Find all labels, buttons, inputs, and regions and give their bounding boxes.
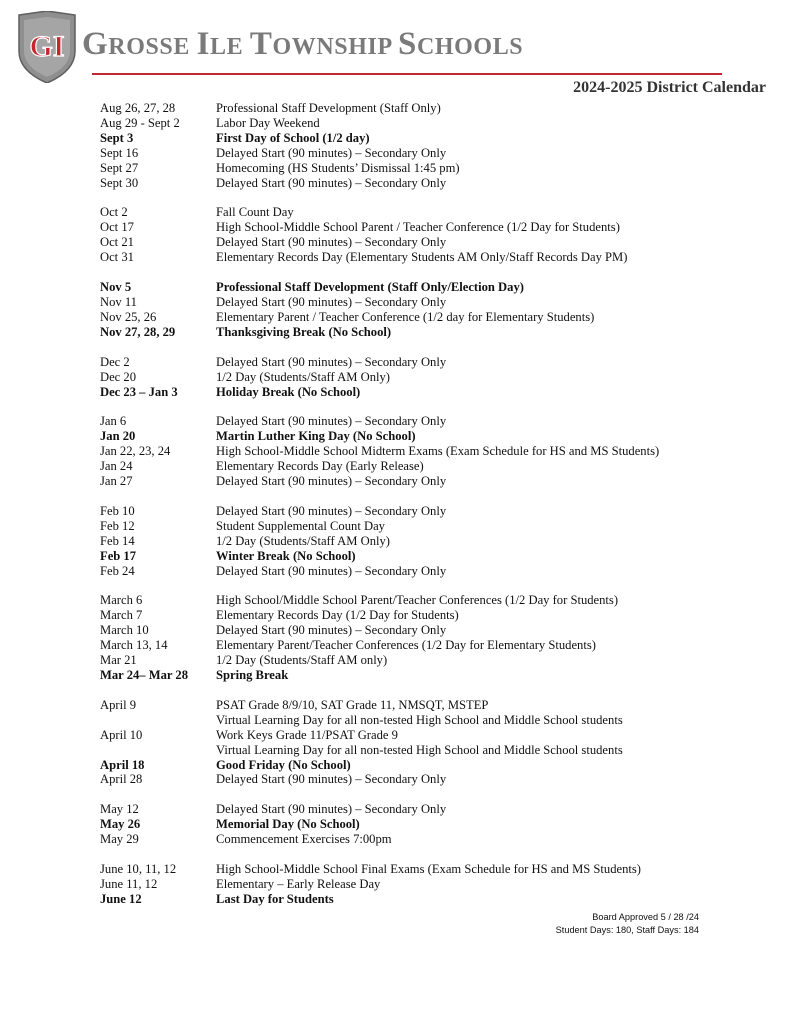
logo-text: GI xyxy=(29,30,65,63)
event-date: Jan 20 xyxy=(100,429,136,444)
event-description: Delayed Start (90 minutes) – Secondary Only xyxy=(216,414,447,429)
event-description: Delayed Start (90 minutes) – Secondary Only xyxy=(216,145,447,160)
event-row xyxy=(100,370,760,385)
event-date: June 11, 12 xyxy=(100,876,158,891)
event-date: Nov 27, 28, 29 xyxy=(100,324,176,339)
event-description: Elementary Parent / Teacher Conference (1/2 day for Elementary Students) xyxy=(216,309,595,324)
event-description: Spring Break xyxy=(216,668,289,682)
event-group xyxy=(100,698,760,787)
event-row xyxy=(100,832,760,847)
event-description: Virtual Learning Day for all non-tested High School and Middle School students xyxy=(216,742,623,757)
event-row xyxy=(100,892,760,907)
event-row xyxy=(100,444,760,459)
event-row xyxy=(100,176,760,191)
event-row xyxy=(100,802,760,817)
event-date: April 10 xyxy=(100,727,143,742)
event-description: Labor Day Weekend xyxy=(216,115,320,130)
district-logo xyxy=(15,11,79,83)
event-date xyxy=(100,713,216,728)
event-date: Sept 3 xyxy=(100,130,134,145)
event-description: Professional Staff Development (Staff Only) xyxy=(216,101,441,115)
event-description: Delayed Start (90 minutes) – Secondary Only xyxy=(216,623,447,638)
event-row xyxy=(100,161,760,176)
event-description: Delayed Start (90 minutes) – Secondary Only xyxy=(216,354,447,369)
event-date: Sept 30 xyxy=(100,175,139,190)
event-description: Delayed Start (90 minutes) – Secondary Only xyxy=(216,563,447,578)
event-group xyxy=(100,355,760,400)
event-date: Feb 12 xyxy=(100,518,135,533)
event-description: 1/2 Day (Students/Staff AM Only) xyxy=(216,369,390,384)
event-description: Delayed Start (90 minutes) – Secondary Only xyxy=(216,503,447,518)
event-row xyxy=(100,817,760,832)
event-description: High School-Middle School Midterm Exams (Exam Schedule for HS and MS Students) xyxy=(216,444,660,459)
event-date: Sept 16 xyxy=(100,145,139,160)
event-row xyxy=(100,474,760,489)
event-row xyxy=(100,459,760,474)
event-description: 1/2 Day (Students/Staff AM Only) xyxy=(216,533,390,548)
event-row xyxy=(100,131,760,146)
event-description: First Day of School (1/2 day) xyxy=(216,130,370,145)
event-date: May 26 xyxy=(100,817,141,832)
event-group xyxy=(100,280,760,340)
event-description: High School/Middle School Parent/Teacher Conferences (1/2 Day for Students) xyxy=(216,593,619,608)
event-description: Holiday Break (No School) xyxy=(216,384,361,399)
event-row xyxy=(100,728,760,743)
event-date: Oct 17 xyxy=(100,220,134,235)
calendar-title: 2024-2025 District Calendar xyxy=(573,79,766,96)
event-date: Mar 24– Mar 28 xyxy=(100,668,189,682)
footer-note xyxy=(556,911,699,937)
event-description: Winter Break (No School) xyxy=(216,548,356,563)
event-row xyxy=(100,862,760,877)
event-group xyxy=(100,205,760,265)
event-row xyxy=(100,205,760,220)
event-row xyxy=(100,653,760,668)
event-row xyxy=(100,325,760,340)
event-list xyxy=(100,101,760,922)
event-row xyxy=(100,220,760,235)
event-date: March 6 xyxy=(100,593,143,608)
event-row xyxy=(100,698,760,713)
event-row xyxy=(100,608,760,623)
event-date: Dec 20 xyxy=(100,369,137,384)
event-date: Jan 24 xyxy=(100,459,133,474)
event-description: Delayed Start (90 minutes) – Secondary Only xyxy=(216,294,447,309)
event-row xyxy=(100,772,760,787)
event-group xyxy=(100,101,760,190)
event-description: PSAT Grade 8/9/10, SAT Grade 11, NMSQT, MSTEP xyxy=(216,697,489,712)
event-description: Delayed Start (90 minutes) – Secondary Only xyxy=(216,175,447,190)
event-date: Nov 5 xyxy=(100,280,132,295)
event-row xyxy=(100,355,760,370)
event-row xyxy=(100,549,760,564)
event-row xyxy=(100,101,760,116)
event-date: Sept 27 xyxy=(100,160,139,175)
event-row xyxy=(100,385,760,400)
event-description: Delayed Start (90 minutes) – Secondary Only xyxy=(216,772,447,787)
event-row xyxy=(100,235,760,250)
event-group xyxy=(100,414,760,489)
event-date: March 10 xyxy=(100,623,149,638)
event-date: April 28 xyxy=(100,772,143,787)
event-description: Delayed Start (90 minutes) – Secondary Only xyxy=(216,474,447,489)
event-date: Dec 23 – Jan 3 xyxy=(100,384,178,399)
event-row xyxy=(100,623,760,638)
event-date: May 12 xyxy=(100,802,139,817)
event-description: High School-Middle School Final Exams (Exam Schedule for HS and MS Students) xyxy=(216,862,642,877)
event-row xyxy=(100,534,760,549)
event-description: Student Supplemental Count Day xyxy=(216,518,385,533)
event-row xyxy=(100,414,760,429)
event-date: Oct 21 xyxy=(100,235,134,250)
event-date: March 7 xyxy=(100,608,143,623)
event-description: 1/2 Day (Students/Staff AM only) xyxy=(216,653,388,668)
event-description: Delayed Start (90 minutes) – Secondary Only xyxy=(216,802,447,817)
event-description: Work Keys Grade 11/PSAT Grade 9 xyxy=(216,727,398,742)
event-date: Nov 11 xyxy=(100,294,137,309)
event-description: Elementary Records Day (Elementary Students AM Only/Staff Records Day PM) xyxy=(216,250,628,265)
event-description: High School-Middle School Parent / Teacher Conference (1/2 Day for Students) xyxy=(216,220,620,235)
header-rule xyxy=(92,73,722,75)
event-row xyxy=(100,504,760,519)
event-date: Aug 26, 27, 28 xyxy=(100,101,176,115)
event-row xyxy=(100,429,760,444)
event-row xyxy=(100,519,760,534)
event-date: June 12 xyxy=(100,891,142,906)
event-date: Aug 29 - Sept 2 xyxy=(100,115,180,130)
event-row xyxy=(100,877,760,892)
event-date: May 29 xyxy=(100,832,139,847)
event-date: April 9 xyxy=(100,697,137,712)
event-description: Elementary – Early Release Day xyxy=(216,876,381,891)
event-row xyxy=(100,250,760,265)
event-row xyxy=(100,146,760,161)
event-group xyxy=(100,593,760,682)
event-date: Feb 14 xyxy=(100,533,135,548)
event-description: Thanksgiving Break (No School) xyxy=(216,324,392,339)
event-date: Feb 17 xyxy=(100,548,137,563)
event-row xyxy=(100,116,760,131)
event-group xyxy=(100,504,760,579)
event-description: Last Day for Students xyxy=(216,891,334,906)
event-date: Nov 25, 26 xyxy=(100,309,157,324)
event-date: Mar 21 xyxy=(100,653,137,668)
event-description: Martin Luther King Day (No School) xyxy=(216,429,416,444)
event-date: Feb 24 xyxy=(100,563,135,578)
event-description: Virtual Learning Day for all non-tested High School and Middle School students xyxy=(216,712,623,727)
event-row xyxy=(100,758,760,773)
event-description: Elementary Records Day (Early Release) xyxy=(216,459,424,474)
event-description: Professional Staff Development (Staff Only/Election Day) xyxy=(216,280,524,295)
event-description: Fall Count Day xyxy=(216,205,294,220)
event-description: Memorial Day (No School) xyxy=(216,817,360,832)
event-row xyxy=(100,638,760,653)
event-row xyxy=(100,295,760,310)
event-row xyxy=(100,564,760,579)
event-date: April 18 xyxy=(100,757,145,772)
event-group xyxy=(100,862,760,907)
event-description: Elementary Records Day (1/2 Day for Students) xyxy=(216,608,459,623)
event-date: Jan 6 xyxy=(100,414,127,429)
board-approval: Board Approved 5 / 28 /24 xyxy=(592,912,699,922)
event-group xyxy=(100,802,760,847)
event-description: Delayed Start (90 minutes) – Secondary Only xyxy=(216,235,447,250)
event-date: March 13, 14 xyxy=(100,638,168,653)
event-row xyxy=(100,593,760,608)
event-date: June 10, 11, 12 xyxy=(100,862,177,877)
event-row xyxy=(100,743,760,758)
event-date: Jan 27 xyxy=(100,474,133,489)
event-date: Oct 2 xyxy=(100,205,128,220)
event-description: Elementary Parent/Teacher Conferences (1/2 Day for Elementary Students) xyxy=(216,638,596,653)
event-date: Jan 22, 23, 24 xyxy=(100,444,171,459)
event-row xyxy=(100,668,760,683)
event-date: Oct 31 xyxy=(100,250,134,265)
event-row xyxy=(100,280,760,295)
event-date: Dec 2 xyxy=(100,354,130,369)
event-description: Homecoming (HS Students’ Dismissal 1:45 pm) xyxy=(216,160,460,175)
event-description: Good Friday (No School) xyxy=(216,757,351,772)
district-name: GROSSE ILE TOWNSHIP SCHOOLS xyxy=(82,26,524,62)
event-date xyxy=(100,743,216,758)
event-row xyxy=(100,713,760,728)
event-description: Commencement Exercises 7:00pm xyxy=(216,832,392,847)
event-row xyxy=(100,310,760,325)
day-counts: Student Days: 180, Staff Days: 184 xyxy=(555,925,699,935)
event-date: Feb 10 xyxy=(100,503,135,518)
